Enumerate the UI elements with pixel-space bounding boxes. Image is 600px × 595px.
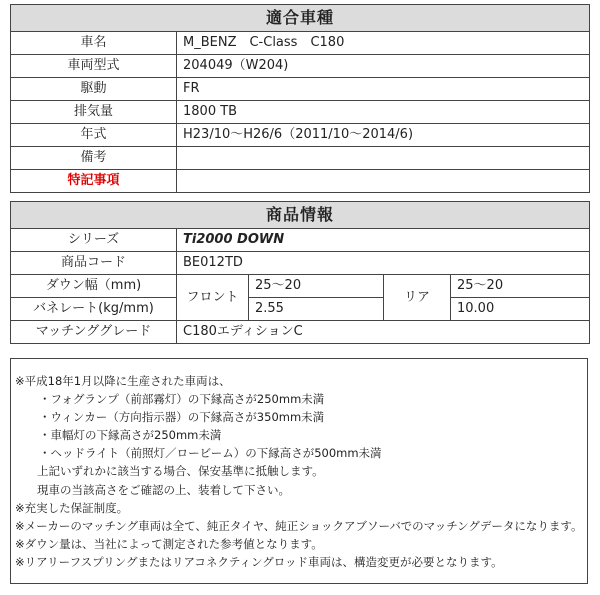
table-row (11, 147, 590, 170)
note-line: ※メーカーのマッチング車両は全て、純正タイヤ、純正ショックアブソーバでのマッチングデータになります。 (15, 518, 583, 533)
table-row (11, 298, 590, 321)
vehicle-table-title: 適合車種 (11, 5, 590, 32)
product-code-label: 商品コード (11, 252, 177, 275)
rear-rate-value: 10.00 (451, 298, 590, 321)
model-code-label: 車両型式 (11, 55, 177, 78)
front-rate-value: 2.55 (249, 298, 384, 321)
table-row (11, 55, 590, 78)
front-down-value: 25～20 (249, 275, 384, 298)
special-notes-value (177, 170, 590, 193)
note-line: ※ダウン量は、当社によって測定された参考値となります。 (15, 536, 323, 551)
car-name-label: 車名 (11, 32, 177, 55)
rear-label: リア (384, 275, 451, 321)
note-line: 上記いずれかに該当する場合、保安基準に抵触します。 (37, 464, 324, 479)
remarks-label: 備考 (11, 147, 177, 170)
displacement-value: 1800 TB (177, 101, 590, 124)
matching-grade-value: C180エディションC (177, 321, 590, 344)
drive-label: 駆動 (11, 78, 177, 101)
note-line: ・ウィンカー（方向指示器）の下縁高さが350mm未満 (39, 410, 325, 425)
note-line: ※リアリーフスプリングまたはリアコネクティングロッド車両は、構造変更が必要となります。 (15, 554, 503, 569)
drive-value: FR (177, 78, 590, 101)
down-width-label: ダウン幅（mm) (11, 275, 177, 298)
table-row (11, 275, 590, 298)
table-row (11, 101, 590, 124)
note-line: ・フォグランプ（前部霧灯）の下縁高さが250mm未満 (39, 392, 325, 407)
table-row (11, 170, 590, 193)
displacement-label: 排気量 (11, 101, 177, 124)
remarks-value (177, 147, 590, 170)
product-table-title: 商品情報 (11, 202, 590, 229)
vehicle-table (10, 4, 590, 193)
matching-grade-label: マッチンググレード (11, 321, 177, 344)
note-line: ・ヘッドライト（前照灯／ロービーム）の下縁高さが500mm未満 (39, 446, 382, 461)
table-row (11, 252, 590, 275)
car-name-value: M_BENZ C-Class C180 (177, 32, 590, 55)
note-line: ※平成18年1月以降に生産された車両は、 (15, 374, 231, 388)
table-row (11, 32, 590, 55)
front-label: フロント (177, 275, 249, 321)
table-row (11, 321, 590, 344)
note-line: 現車の当該高さをご確認の上、装着して下さい。 (37, 482, 290, 497)
table-row (11, 229, 590, 252)
note-line: ・車幅灯の下縁高さが250mm未満 (39, 428, 222, 443)
rear-down-value: 25～20 (451, 275, 590, 298)
year-label: 年式 (11, 124, 177, 147)
table-row (11, 124, 590, 147)
model-code-value: 204049（W204) (177, 55, 590, 78)
year-value: H23/10～H26/6（2011/10～2014/6) (177, 124, 590, 147)
product-table (10, 201, 590, 344)
special-notes-label: 特記事項 (11, 170, 177, 193)
product-code-value: BE012TD (177, 252, 590, 275)
table-row (11, 78, 590, 101)
series-value: Ti2000 DOWN (177, 229, 590, 252)
note-line: ※充実した保証制度。 (15, 500, 129, 515)
notes-box (10, 358, 588, 584)
series-label: シリーズ (11, 229, 177, 252)
spring-rate-label: バネレート(kg/mm) (11, 298, 177, 321)
